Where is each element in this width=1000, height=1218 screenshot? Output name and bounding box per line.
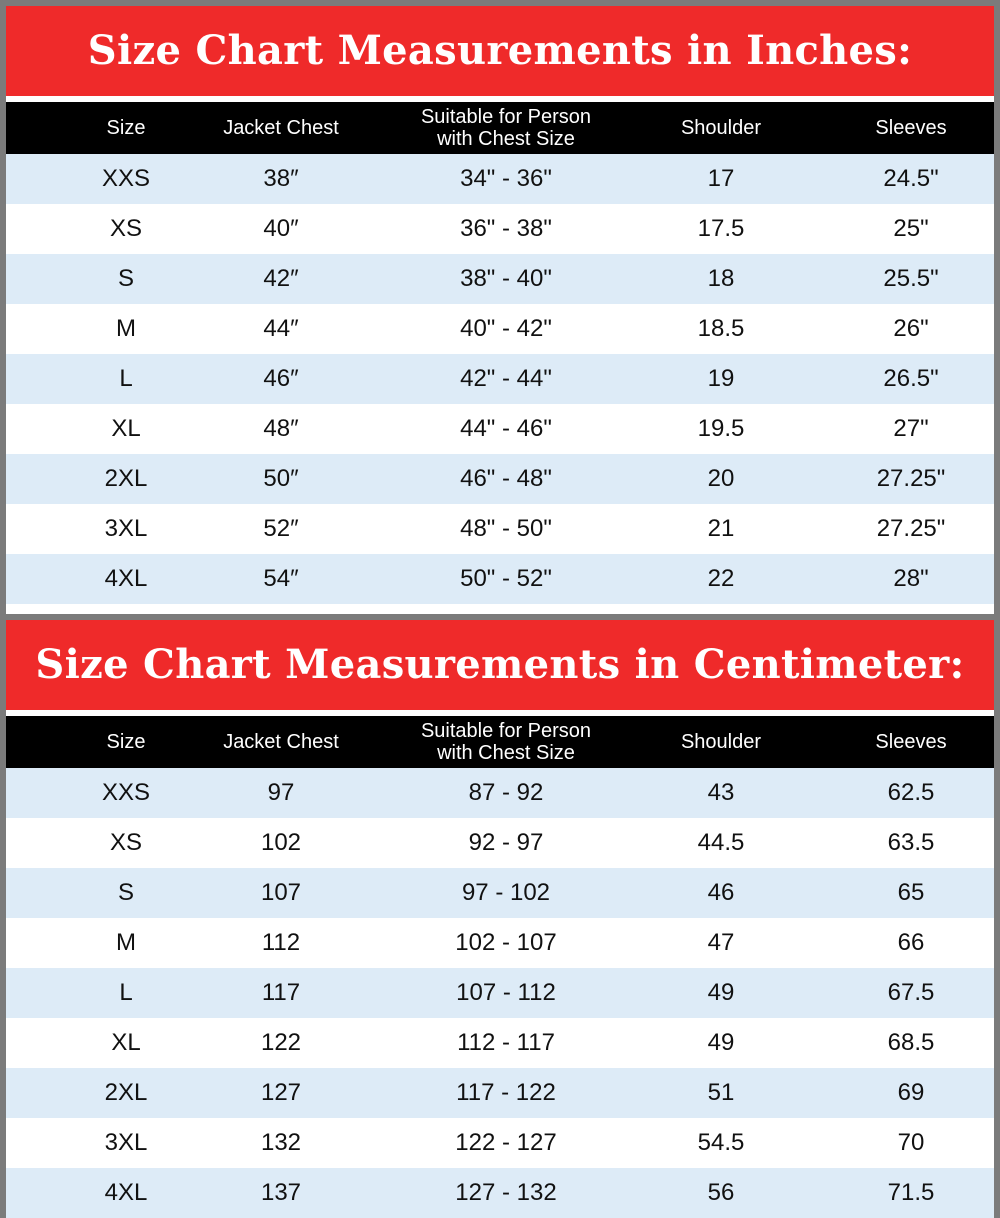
- cell-sleeves: 63.5: [887, 829, 935, 856]
- header-shoulder: Shoulder: [680, 731, 762, 753]
- cell-shoulder: 49: [707, 979, 735, 1006]
- cell-size: XXS: [101, 779, 151, 806]
- cell-jacket-chest: 52″: [263, 515, 299, 542]
- cell-shoulder: 51: [707, 1079, 735, 1106]
- centimeters-table-header: [6, 716, 994, 768]
- table-row: [6, 354, 994, 404]
- cell-sleeves: 27": [893, 415, 929, 442]
- centimeters-section: [6, 620, 994, 1204]
- cell-suitable-chest: 40" - 42": [460, 315, 552, 342]
- header-shoulder: Shoulder: [680, 117, 762, 139]
- cell-jacket-chest: 122: [260, 1029, 302, 1056]
- table-row: [6, 1168, 994, 1218]
- table-row: [6, 454, 994, 504]
- header-suitable-chest: Suitable for Person with Chest Size: [420, 106, 592, 150]
- cell-shoulder: 21: [707, 515, 735, 542]
- cell-shoulder: 56: [707, 1179, 735, 1206]
- cell-size: S: [117, 879, 134, 906]
- cell-shoulder: 47: [707, 929, 735, 956]
- cell-size: 2XL: [104, 465, 148, 492]
- table-row: [6, 304, 994, 354]
- cell-shoulder: 54.5: [697, 1129, 745, 1156]
- cell-jacket-chest: 112: [261, 929, 301, 956]
- table-row: [6, 1118, 994, 1168]
- cell-suitable-chest: 44" - 46": [460, 415, 552, 442]
- table-row: [6, 918, 994, 968]
- cell-shoulder: 17: [707, 165, 735, 192]
- header-jacket-chest: Jacket Chest: [223, 117, 339, 139]
- cell-sleeves: 24.5": [883, 165, 939, 192]
- cell-shoulder: 22: [707, 565, 735, 592]
- cell-sleeves: 67.5: [887, 979, 935, 1006]
- cell-jacket-chest: 102: [260, 829, 302, 856]
- table-row: [6, 768, 994, 818]
- cell-sleeves: 68.5: [887, 1029, 935, 1056]
- table-row: [6, 204, 994, 254]
- table-row: [6, 554, 994, 604]
- centimeters-title: Size Chart Measurements in Centimeter:: [6, 620, 994, 710]
- cell-suitable-chest: 92 - 97: [468, 829, 544, 856]
- inches-table-body: [6, 154, 994, 604]
- table-row: [6, 254, 994, 304]
- cell-sleeves: 28": [893, 565, 929, 592]
- table-row: [6, 868, 994, 918]
- cell-jacket-chest: 127: [260, 1079, 302, 1106]
- cell-suitable-chest: 97 - 102: [461, 879, 551, 906]
- cell-jacket-chest: 137: [260, 1179, 302, 1206]
- header-sleeves: Sleeves: [875, 117, 947, 139]
- cell-shoulder: 17.5: [697, 215, 745, 242]
- inches-section: [6, 6, 994, 614]
- cell-jacket-chest: 50″: [263, 465, 299, 492]
- cell-jacket-chest: 117: [261, 979, 301, 1006]
- cell-shoulder: 19.5: [697, 415, 745, 442]
- cell-sleeves: 27.25": [876, 515, 946, 542]
- cell-jacket-chest: 97: [267, 779, 295, 806]
- cell-suitable-chest: 102 - 107: [455, 929, 557, 956]
- cell-size: S: [117, 265, 134, 292]
- cell-size: XL: [111, 415, 141, 442]
- inches-title: Size Chart Measurements in Inches:: [6, 6, 994, 96]
- cell-suitable-chest: 117 - 122: [456, 1079, 556, 1106]
- table-row: [6, 1068, 994, 1118]
- cell-jacket-chest: 38″: [263, 165, 299, 192]
- header-suitable-chest: Suitable for Person with Chest Size: [420, 720, 592, 764]
- cell-sleeves: 26.5": [883, 365, 939, 392]
- cell-jacket-chest: 40″: [263, 215, 299, 242]
- cell-shoulder: 49: [707, 1029, 735, 1056]
- cell-jacket-chest: 107: [260, 879, 302, 906]
- cell-shoulder: 43: [707, 779, 735, 806]
- cell-suitable-chest: 127 - 132: [455, 1179, 557, 1206]
- cell-shoulder: 46: [707, 879, 735, 906]
- cell-suitable-chest: 107 - 112: [456, 979, 556, 1006]
- cell-suitable-chest: 112 - 117: [457, 1029, 555, 1056]
- cell-jacket-chest: 132: [260, 1129, 302, 1156]
- cell-sleeves: 69: [897, 1079, 925, 1106]
- cell-size: 2XL: [104, 1079, 148, 1106]
- header-size: Size: [106, 731, 146, 753]
- cell-sleeves: 62.5: [887, 779, 935, 806]
- cell-sleeves: 71.5: [887, 1179, 935, 1206]
- table-row: [6, 504, 994, 554]
- cell-suitable-chest: 46" - 48": [460, 465, 552, 492]
- cell-jacket-chest: 46″: [263, 365, 299, 392]
- cell-size: 3XL: [104, 1129, 148, 1156]
- cell-sleeves: 70: [897, 1129, 925, 1156]
- cell-shoulder: 20: [707, 465, 735, 492]
- cell-size: M: [116, 315, 136, 342]
- cell-jacket-chest: 54″: [263, 565, 299, 592]
- cell-size: 3XL: [104, 515, 148, 542]
- cell-jacket-chest: 44″: [263, 315, 299, 342]
- cell-size: L: [119, 365, 133, 392]
- cell-size: XXS: [101, 165, 151, 192]
- cell-size: XS: [109, 829, 142, 856]
- cell-sleeves: 66: [897, 929, 925, 956]
- cell-sleeves: 27.25": [876, 465, 946, 492]
- cell-sleeves: 26": [893, 315, 929, 342]
- cell-suitable-chest: 34" - 36": [460, 165, 552, 192]
- cell-suitable-chest: 50" - 52": [460, 565, 552, 592]
- cell-suitable-chest: 87 - 92: [468, 779, 544, 806]
- table-row: [6, 818, 994, 868]
- cell-suitable-chest: 122 - 127: [455, 1129, 557, 1156]
- cell-jacket-chest: 48″: [263, 415, 299, 442]
- header-size: Size: [106, 117, 146, 139]
- cell-suitable-chest: 48" - 50": [460, 515, 552, 542]
- cell-jacket-chest: 42″: [263, 265, 299, 292]
- cell-size: 4XL: [104, 1179, 148, 1206]
- table-row: [6, 154, 994, 204]
- cell-shoulder: 18.5: [697, 315, 745, 342]
- size-chart-sheet: [6, 6, 994, 1204]
- table-row: [6, 968, 994, 1018]
- cell-size: L: [119, 979, 133, 1006]
- table-row: [6, 1018, 994, 1068]
- header-sleeves: Sleeves: [875, 731, 947, 753]
- inches-table-header: [6, 102, 994, 154]
- cell-shoulder: 19: [707, 365, 735, 392]
- cell-shoulder: 44.5: [697, 829, 745, 856]
- cell-suitable-chest: 36" - 38": [460, 215, 552, 242]
- centimeters-table-body: [6, 768, 994, 1218]
- table-row: [6, 404, 994, 454]
- header-jacket-chest: Jacket Chest: [223, 731, 339, 753]
- cell-size: XL: [111, 1029, 141, 1056]
- cell-sleeves: 25.5": [883, 265, 939, 292]
- cell-sleeves: 65: [897, 879, 925, 906]
- cell-suitable-chest: 42" - 44": [460, 365, 552, 392]
- cell-size: M: [116, 929, 136, 956]
- cell-shoulder: 18: [707, 265, 735, 292]
- cell-size: 4XL: [104, 565, 148, 592]
- cell-size: XS: [109, 215, 142, 242]
- cell-sleeves: 25": [893, 215, 929, 242]
- cell-suitable-chest: 38" - 40": [460, 265, 552, 292]
